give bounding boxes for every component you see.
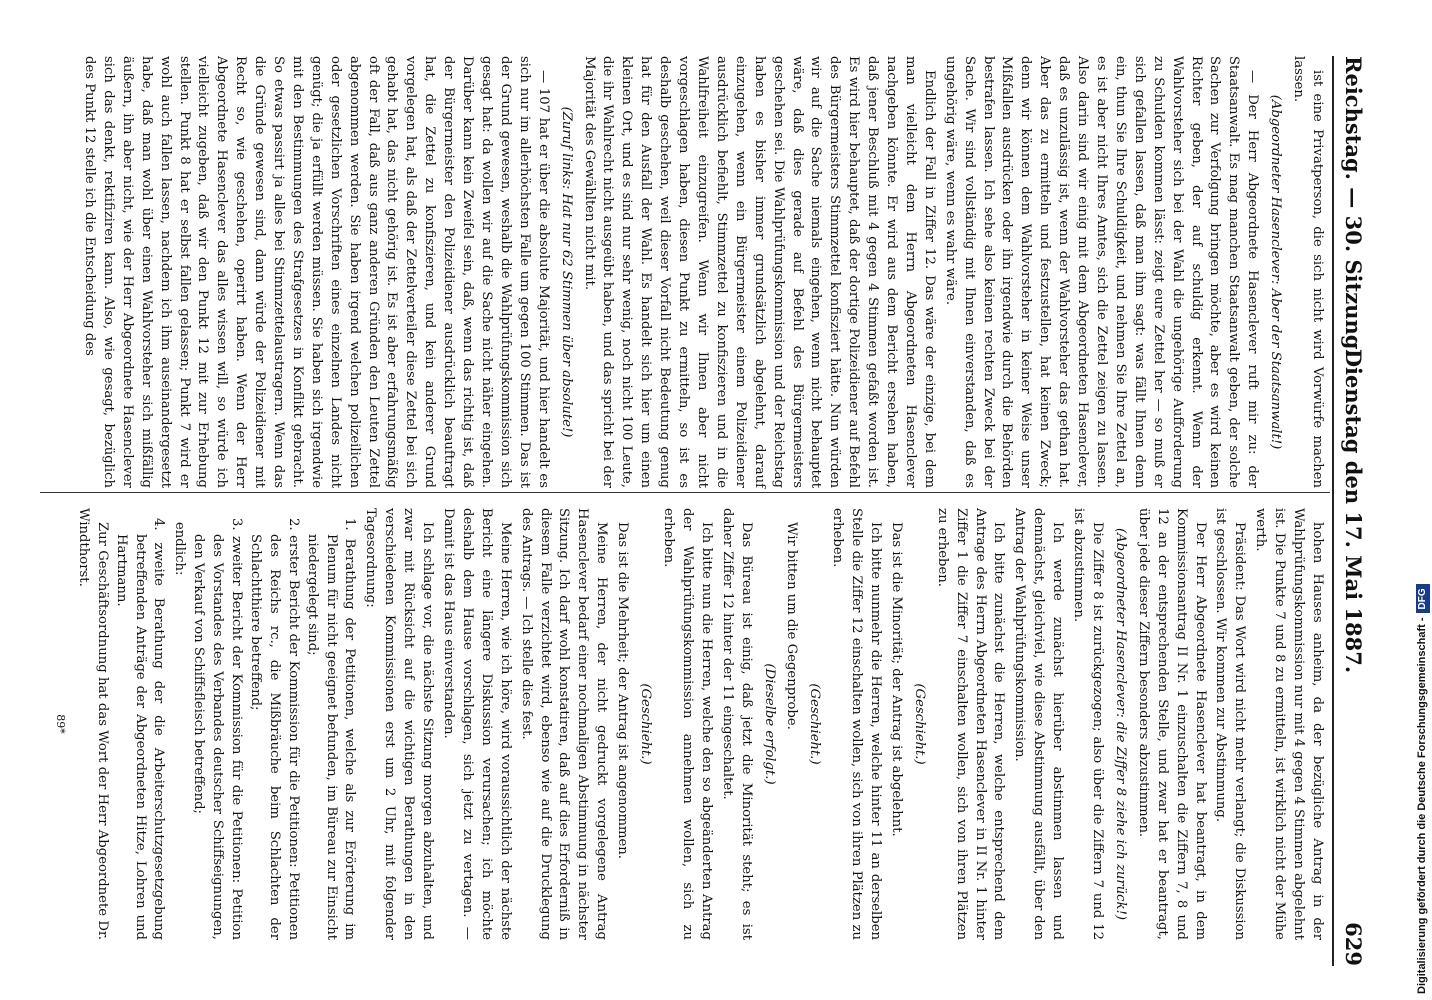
paragraph: — 107 hat er über die absolute Majorität, und hier handelt es sich nur im allerhöchsten Falle um gegen 100 Stimmen. Das ist der Grund gewesen, weshalb die Wahlprüfungskommission sich gesagt hat: da wollen wir auf die Sache nicht näher eingehen. Darüber kann kein Zweifel sein, daß, wenn das richtig ist, daß der Bürgermeister den Polizeidiener ausdrücklich beauftragt hat, die Zettel zu konfiszieren, und kein anderer Grund vorgelegen hat, als daß der Zettelverteiler diese Zettel bei sich gehabt hat, das nicht gehörig ist. Es ist aber erfahrungsmäßig oft der Fall, daß aus ganz anderen Gründen den Leuten Zettel abgenommen werden. Sie haben irgend welchen polizeilichen oder gesetzlichen Vorschriften eines einzelnen Landes nicht genügt; die ja erfüllt werden müssen. Sie haben sich irgendwie mit den Bestimmungen des Strafgesetzes in Konflikt gebracht. So etwas passirt ja alles bei Stimmzettelaustragern. Wenn das die Gründe gewesen sind, dann würde der Polizeidiener mit Recht so, wie geschehen, operirt haben. Wenn der Herr Abgeordnete Hasenclever das alles wissen will, so würde ich vielleicht zugeben, daß wir den Punkt 12 mit zur Erhebung stellen. Punkt 8 hat er selbst fallen gelassen; Punkt 7 wird er wohl auch fallen lassen, nachdem ich ihm auseinandergesetzt habe, daß man wohl über einen Wahlvorsteher sich mißfällig äußern, ihn aber nicht, wie der Herr Abgeordnete Hasenclever sich das denkt, rektifiziren kann. Also, wie gesagt, bezüglich des Punkt 12 stelle ich die Entscheidung des xyxy=(82,56,551,488)
paragraph: Ich bitte zunächst die Herren, welche entsprechend dem Antrage des Herrn Abgeordneten Hasenclever in II Nr. 1 hinter Ziffer 1 die Ziffer 7 einschalten wollen, sich von ihren Plätzen zu erheben. xyxy=(934,508,1007,940)
agenda-item: 2. erster Bericht der Kommission für die Petitionen: Petitionen des Reichs rc., die Mißbräuche beim Schlachten der Schlachtthiere betreffend; xyxy=(247,518,301,940)
interjection: (Geschieht.) xyxy=(911,683,927,765)
dfg-logo: DFG xyxy=(1416,584,1430,613)
paragraph: Die Ziffer 8 ist zurückgezogen; also über die Ziffern 7 und 12 ist abzustimmen. xyxy=(1071,508,1106,940)
paragraph: Das ist die Minorität; der Antrag ist abgelehnt. xyxy=(888,522,904,837)
left-column xyxy=(77,56,1326,488)
column-divider xyxy=(40,492,1330,493)
agenda-item: 4. zweite Berathung der die Arbeiterschutzgesetzgebung betreffenden Anträge der Abgeordneten Hitze, Lohren und Hartmann. xyxy=(113,518,167,940)
digitization-notice xyxy=(1413,0,1431,1000)
paragraph: Meine Herren, der nicht gedruckt vorgelegene Antrag Hasenclever bedarf einer nochmaligen Abstimmung in nächster Sitzung. Ich darf wohl konstatiren, daß auf dies Erforderniß in diesem Falle verzichtet wird, ebenso wie auf die Drucklegung des Antrags. — Ich stelle dies fest. xyxy=(518,508,610,940)
paragraph: Wir bitten um die Gegenprobe. xyxy=(784,522,800,730)
interjection: (Geschieht.) xyxy=(807,683,823,765)
interjection: (Geschieht.) xyxy=(638,683,654,765)
agenda-item: 1. Berathung der Petitionen, welche als zur Erörterung im Plenum für nicht geeignet befunden, im Büreau zur Einsicht niedergelegt sind; xyxy=(304,518,358,940)
header-session: Reichstag. — 30. Sitzung. xyxy=(1341,56,1366,357)
interjection: (Zuruf links: Hat nur 62 Stimmen über absolute!) xyxy=(558,106,574,438)
paragraph: Zur Geschäftsordnung hat das Wort der Herr Abgeordnete Dr. Windthorst. xyxy=(75,508,110,940)
digitization-notice-text: Digitalisierung gefördert durch die Deutsche Forschungsgemeinschaft - xyxy=(1416,617,1428,994)
paragraph: Ich schlage vor, die nächste Sitzung morgen abzuhalten, und zwar mit Rücksicht auf die wichtigen Berathungen in den verschiedenen Kommissionen erst um 2 Uhr, mit folgender Tagesordnung: xyxy=(363,508,436,940)
interjection: (Abgeordneter Hasenclever: Aber der Staatsanwalt!) xyxy=(1268,94,1284,450)
interjection: (Abgeordneter Hasenclever: die Ziffer 8 ziehe ich zurück!) xyxy=(1112,527,1128,921)
paragraph: Ich bitte nunmehr die Herren, welche hinter 11 an derselben Stelle die Ziffer 12 einschalten wollen, sich von ihren Plätzen zu erheben. xyxy=(830,508,884,940)
header-rule xyxy=(1332,56,1334,966)
page-header xyxy=(1334,56,1370,966)
paragraph: Ich bitte nun die Herren, welche den so abgeänderten Antrag der Wahlprüfungskommission annehmen wollen, sich zu erheben. xyxy=(661,508,714,940)
paragraph: Das Büreau ist einig, daß jetzt die Minorität steht; es ist daher Ziffer 12 hinter der 11 eingeschaltet. xyxy=(719,508,754,940)
paragraph: Ich werde zunächst hierüber abstimmen lassen und demnächst, gleichviel, wie diese Abstimmung ausfällt, über den Antrag der Wahlprüfungskommission. xyxy=(1012,508,1066,940)
header-date: Dienstag den 17. Mai 1887. xyxy=(1341,348,1366,674)
right-column xyxy=(50,508,1326,940)
paragraph: Das ist die Mehrheit; der Antrag ist angenommen. xyxy=(615,522,631,859)
paragraph: Präsident: Das Wort wird nicht mehr verlangt; die Diskussion ist geschlossen. Wir kommen zur Abstimmung. xyxy=(1213,508,1248,940)
paragraph: endlich: xyxy=(172,522,188,576)
agenda-item: 3. zweiter Bericht der Kommission für die Petitionen: Petition des Vorstandes des Verbandes deutscher Schiffseignungen, den Verkauf von Schiffsfleisch betreffend; xyxy=(191,518,245,940)
paragraph: Der Herr Abgeordnete Hasenclever hat beantragt, in dem Kommissionsantrag II Nr. 1 einzuschalten die Ziffern 7, 8 und 12 an der entsprechenden Stelle, und zwar hat er beantragt, über jede dieser Ziffern besonders abzustimmen. xyxy=(1135,508,1208,940)
page-number: 629 xyxy=(1341,922,1366,966)
paragraph: Meine Herren, wie ich höre, wird voraussichtlich der nächste Bericht eine längere Diskussion verursachen; ich möchte deshalb dem Hause vorschlagen, sich jetzt zu vertagen. — Damit ist das Haus einverstanden. xyxy=(441,508,513,940)
paragraph: ist eine Privatperson, die sich nicht wird Vorwürfe machen lassen. xyxy=(1291,56,1325,488)
signature-mark: 89* xyxy=(53,714,67,734)
paragraph: — Der Herr Abgeordnete Hasenclever ruft mir zu: der Staatsanwalt. Es mag manchen Staatsanwalt geben, der solche Sachen zur Verfolgung bringen möchte, aber es wird keinen Richter geben, der auf schuldig erkennt. Wenn der Wahlvorsteher sich bei der Wahl die ungehörige Aufforderung zu Schulden kommen lässt: zeigt eure Zettel her — so muß er sich gefallen lassen, daß man ihm sagt: was fällt Ihnen denn ein, thun Sie Ihre Schuldigkeit, und nehmen Sie Ihre Zettel an, es ist aber nicht Ihres Amtes, sich die Zettel zeigen zu lassen. Also darin sind wir einig mit dem Abgeordneten Hasenclever, daß es unzulässig ist, wenn der Wahlvorsteher das gethan hat. Aber das zu ermitteln und festzustellen, hat keinen Zweck; denn wir können dem Wahlvorsteher in keiner Weise unser Mißfallen ausdrücken oder ihn irgendwie durch die Behörden bestrafen lassen. Ich sehe also keinen rechten Zweck bei der Sache. Wir sind vollständig mit Ihnen einverstanden, daß es ungehörig wäre, wenn es wahr wäre. xyxy=(942,56,1261,488)
interjection: (Dieselbe erfolgt.) xyxy=(761,663,777,785)
paragraph: hohen Hauses anheim, da der bezügliche Antrag in der Wahlprüfungskommission nur mit 4 gegen 4 Stimmen abgelehnt ist. Die Punkte 7 und 8 zu ermitteln, ist wirklich nicht der Mühe werth. xyxy=(1253,508,1325,940)
paragraph: Endlich der Fall in Ziffer 12. Das wäre der einzige, bei dem man vielleicht dem Herrn Abgeordneten Hasenclever nachgeben könnte. Er wird aus dem Bericht ersehen haben, daß jener Beschluß mit 4 gegen 4 Stimmen gefaßt worden ist. Es wird hier behauptet, daß der dortige Polizeidiener auf Befehl des Bürgermeisters Stimmzettel konfisziert hätte. Nun würden wir auf die Sache niemals eingehen, wenn nicht behauptet wäre, daß dies gerade auf Befehl des Bürgermeisters geschehen sei. Die Wahlprüfungskommission und der Reichstag haben es bisher immer grundsätzlich abgelehnt, darauf einzugehen, wenn ein Bürgermeister einem Polizeidiener ausdrücklich befiehlt, Stimmzettel zu konfiszieren und in die Wahlfreiheit einzugreifen. Wenn wir Ihnen aber nicht vorgeschlagen haben, diesen Punkt zu ermitteln, so ist es deshalb geschehen, weil dieser Vorfall nicht Bedeutung genug hat für den Ausfall der Wahl. Es handelt sich hier um einen kleinen Ort, und es sind nur sehr wenig, noch nicht 100 Leute, die ihr Wahlrecht nicht ausgeübt haben, und das spricht bei der Majorität des Gewählten nicht mit. xyxy=(581,56,937,488)
